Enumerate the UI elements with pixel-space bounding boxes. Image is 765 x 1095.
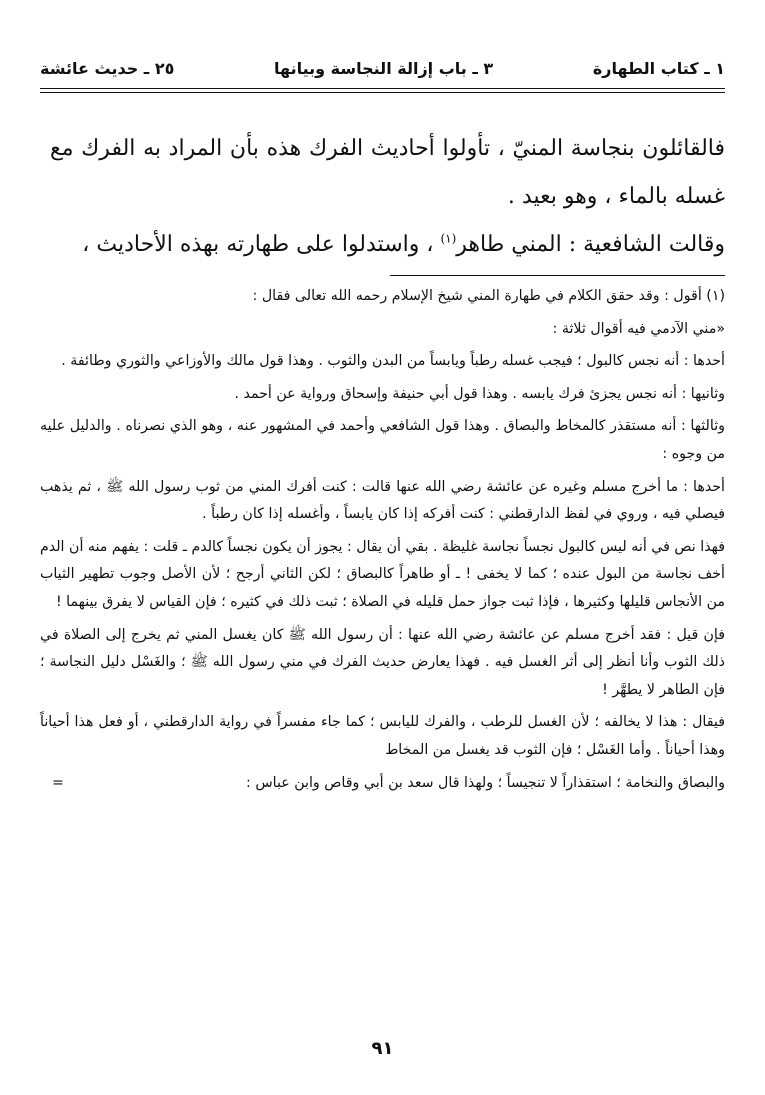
main-paragraph-1: فالقائلون بنجاسة المنيّ ، تأولوا أحاديث الفرك هذه بأن المراد به الفرك مع غسله بالماء ، وهو بعيد . <box>50 136 725 209</box>
footnote-line: وثالثها : أنه مستقذر كالمخاط والبصاق . وهذا قول الشافعي وأحمد في المشهور عنه ، وهو الذي نصرناه . والدليل عليه من وجوه : <box>40 418 725 462</box>
main-paragraph-2-start: وقالت الشافعية : المني طاهر <box>456 232 725 257</box>
header-rule-secondary <box>40 92 725 93</box>
footnote-line: وثانيها : أنه نجس يجزئ فرك يابسه . وهذا قول أبي حنيفة وإسحاق ورواية عن أحمد . <box>234 385 725 402</box>
header-book-title: ١ ـ كتاب الطهارة <box>592 58 725 78</box>
footnote-separator <box>390 275 725 276</box>
continuation-mark: = <box>52 774 64 791</box>
footnote-line: فيقال : هذا لا يخالفه ؛ لأن الغسل للرطب ، والفرك لليابس ؛ كما جاء مفسراً في رواية الدارقطني ، أو فعل هذا أحياناً وهذا أحياناً . وأما الغَسْل ؛ فإن الثوب قد يغسل من المخاط <box>40 714 725 758</box>
footnote-line: (١) أقول : وقد حقق الكلام في طهارة المني شيخ الإسلام رحمه الله تعالى فقال : <box>252 288 725 304</box>
main-paragraph-2 <box>50 221 725 269</box>
footnote-last-line <box>40 770 725 798</box>
header-hadith-title: ٢٥ ـ حديث عائشة <box>40 58 175 78</box>
footnote-line: أحدها : ما أخرج مسلم وغيره عن عائشة رضي الله عنها قالت : كنت أفرك المني من ثوب رسول الله ﷺ ، ثم يذهب فيصلي فيه ، وروي في لفظ الدارقطني : كنت أفركه إذا كان يابساً ، وأغسله إذا كان رطباً . <box>40 478 725 523</box>
header-chapter-title: ٣ ـ باب إزالة النجاسة وبيانها <box>274 58 494 78</box>
footnote-last-line-text: والبصاق والنخامة ؛ استقذاراً لا تنجيساً ؛ ولهذا قال سعد بن أبي وقاص وابن عباس : <box>246 774 725 791</box>
main-paragraph-2-end: ، واستدلوا على طهارته بهذه الأحاديث ، <box>82 232 441 257</box>
main-text <box>50 125 725 269</box>
footnote-reference: (١) <box>440 231 457 246</box>
footnotes <box>40 283 725 802</box>
footnote-line: «مني الآدمي فيه أقوال ثلاثة : <box>552 320 725 337</box>
footnote-line: فهذا نص في أنه ليس كالبول نجساً نجاسة غليظة . بقي أن يقال : يجوز أن يكون نجساً كالدم ـ قلت : يفهم منه أن الدم أخف نجاسة من البول عنده ؛ كما لا يخفى ! ـ أو طاهراً كالبصاق ؛ لكن الثاني أرجح ؛ لأن الأصل وجوب تطهير الثياب من الأنجاس قليلها وكثيرها ، فإذا ثبت جواز حمل قليله في الصلاة ؛ ثبت ذلك في كثيره ؛ فإن القياس لا يفرق بينهما ! <box>40 538 725 610</box>
footnote-line: أحدها : أنه نجس كالبول ؛ فيجب غسله رطباً ويابساً من البدن والثوب . وهذا قول مالك والأوزاعي والثوري وطائفة . <box>61 353 725 370</box>
footnote-line: فإن قيل : فقد أخرج مسلم عن عائشة رضي الله عنها : أن رسول الله ﷺ كان يغسل المني ثم يخرج إلى الصلاة في ذلك الثوب وأنا أنظر إلى أثر الغسل فيه . فهذا يعارض حديث الفرك في مني رسول الله ﷺ ؛ والغَسْل دليل النجاسة ؛ فإن الطاهر لا يطهَّر ! <box>40 626 725 698</box>
running-header <box>40 48 725 88</box>
page-number: ٩١ <box>371 1038 394 1059</box>
header-rule <box>40 88 725 89</box>
